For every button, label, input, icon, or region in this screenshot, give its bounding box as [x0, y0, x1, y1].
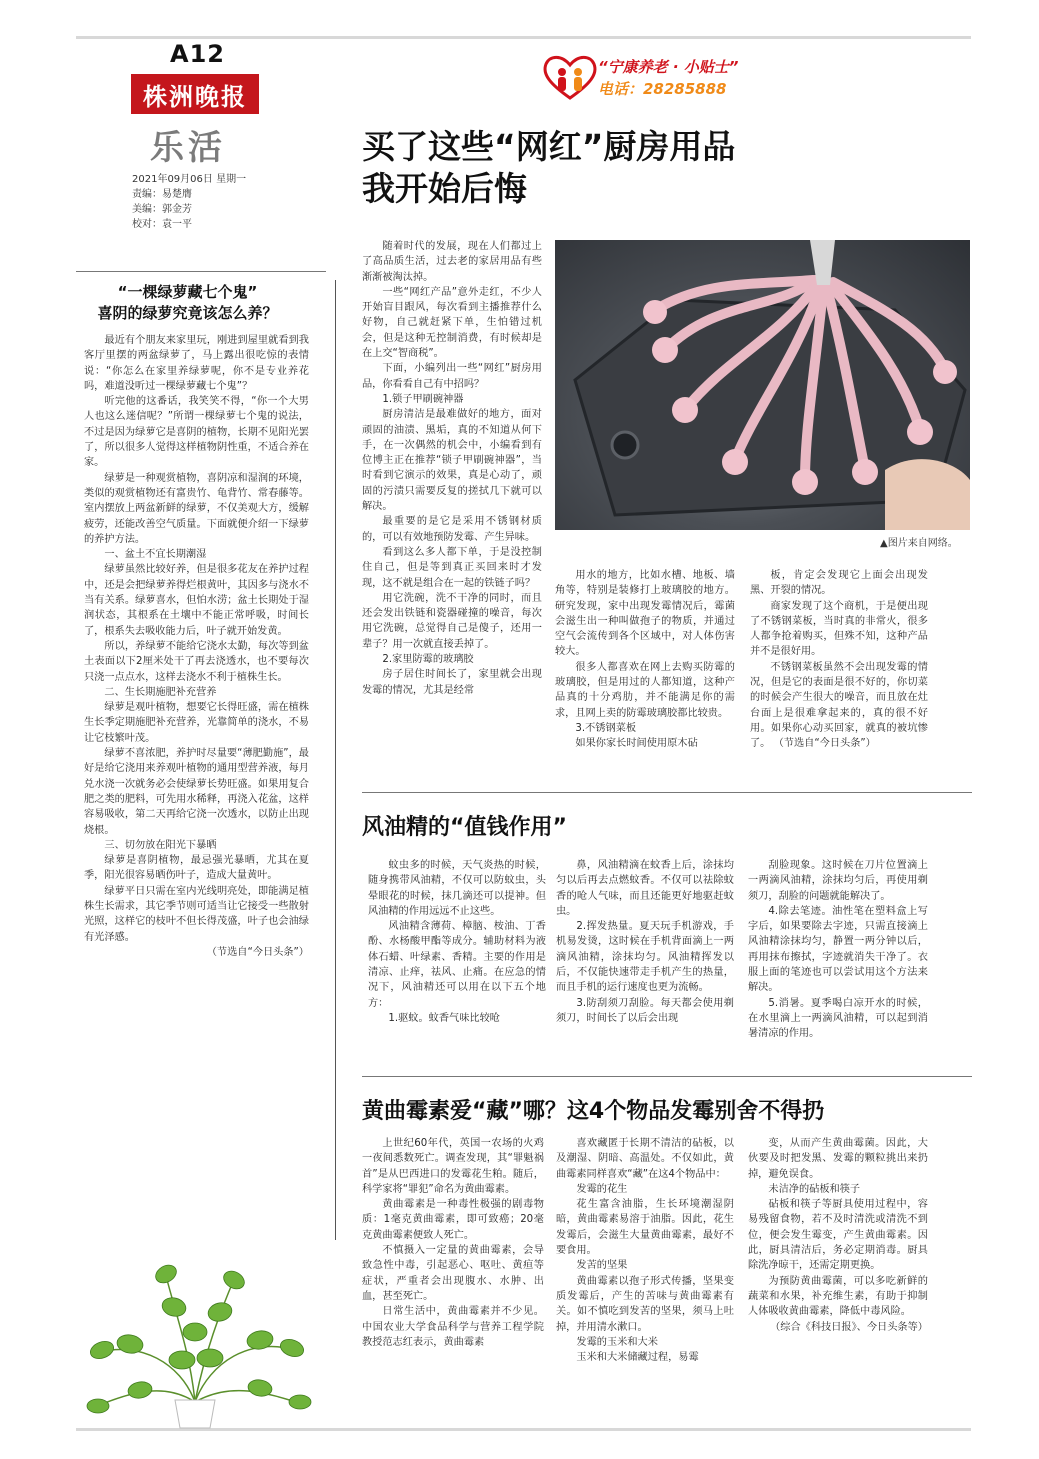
side-article-body: [84, 333, 309, 1213]
article3-top-rule: [362, 1076, 972, 1077]
article3-paragraph: 上世纪60年代，英国一农场的火鸡一夜间悉数死亡。调查发现，其“罪魁祸首”是从巴西进口的发霉花生粕。随后，科学家将“罪犯”命名为黄曲霉素。: [362, 1138, 544, 1195]
masthead-logo: 株洲晚报: [131, 74, 259, 114]
main-paragraph: 最重要的是它是采用不锈钢材质的，可以有效地预防发霉、产生异味。: [362, 516, 542, 543]
issue-meta: [132, 172, 246, 232]
article2-paragraph: 2.挥发热量。夏天玩手机游戏，手机易发烫，这时候在手机背面滴上一两滴风油精，涂抹均匀。风油精挥发以后，不仅能快速带走手机产生的热量，而且手机的运行速度也更为流畅。: [556, 921, 734, 994]
article3-paragraph: 发霉的玉米和大米: [576, 1336, 658, 1348]
page-number: A12: [170, 40, 225, 68]
badge-title: “宁康养老 · 小贴士”: [598, 58, 739, 76]
article2-col2: [556, 858, 734, 1058]
pothos-plant-image: [70, 1232, 320, 1432]
article3-col3: [748, 1136, 928, 1416]
article2-paragraph: 4.除去笔迹。油性笔在塑料盒上写字后，如果要除去字迹，只需直接滴上风油精涂抹均匀，静置一两分钟以后，再用抹布擦拭，字迹就消失干净了。衣服上面的笔迹也可以尝试用这个方法来解决。: [748, 905, 928, 994]
side-paragraph: 绿萝是观叶植物，想要它长得旺盛，需在植株生长季定期施肥补充营养，光靠简单的浇水，不易让它枝繁叶茂。: [84, 702, 309, 744]
article2-paragraph: 1.驱蚊。蚊香气味比较呛: [388, 1012, 500, 1024]
heart-people-icon: [540, 52, 600, 102]
issue-date: 2021年09月06日 星期一: [132, 174, 247, 185]
main-paragraph: 板，肯定会发现它上面会出现发黑、开裂的情况。: [750, 570, 928, 597]
side-paragraph: 三、切勿放在阳光下暴晒: [104, 839, 217, 851]
main-paragraph: 3.不锈钢菜板: [575, 722, 637, 734]
article2-paragraph: 鼻，风油精滴在蚊香上后，涂抹均匀以后再去点燃蚊香。不仅可以祛除蚊香的呛人气味，而且还能更好地驱赶蚊虫。: [556, 860, 734, 917]
main-article-col1: [362, 239, 542, 784]
article2-paragraph: 蚊虫多的时候，天气炎热的时候，随身携带风油精，不仅可以防蚊虫，头晕眼花的时候，抹几滴还可以提神。但风油精的作用远远不止这些。: [368, 860, 546, 917]
article3-col2: [556, 1136, 734, 1416]
elderly-care-badge: [540, 52, 770, 104]
kitchen-gadget-photo: [555, 240, 970, 530]
top-border: [76, 36, 971, 39]
side-paragraph: 听完他的这番话，我笑笑不得，“你一个大男人也这么迷信呢？”所谓一棵绿萝七个鬼的说法，不过是因为绿萝它是喜阴的植物，长期不见阳光罢了，所以很多人觉得这样植物阴性重，不适合养在家。: [84, 396, 309, 469]
article3-paragraph: 喜欢藏匿于长期不清洁的砧板，以及潮湿、阴暗、高温处。不仅如此，黄曲霉素同样喜欢“藏”在这4个物品中：: [556, 1138, 734, 1180]
editor-credit: 责编：易楚膺: [132, 189, 192, 200]
side-paragraph: 绿萝不喜浓肥，养护时尽量要“薄肥勤施”，最好是给它浇用来养观叶植物的通用型营养液，每月兑水浇一次就务必会使绿萝长势旺盛。如果用复合肥之类的肥料，可先用水稀释，再浇入花盆，这样容易吸收，第二天再给它浇一次透水，以防止出现烧根。: [84, 748, 309, 836]
article2-paragraph: 3.防刮须刀刮脸。每天都会使用剃须刀，时间长了以后会出现: [556, 997, 734, 1024]
badge-phone: 电话：28285888: [598, 80, 727, 98]
article3-paragraph: 黄曲霉素以孢子形式传播，坚果变质发霉后，产生的苦味与黄曲霉素有关。如不慎吃到发苦的坚果，须马上吐掉，并用清水漱口。: [556, 1275, 734, 1333]
main-paragraph: 房子居住时间长了，家里就会出现发霉的情况，尤其是经常: [362, 669, 542, 696]
article3-paragraph: 不慎摄入一定量的黄曲霉素，会导致急性中毒，引起恶心、呕吐、黄疸等症状，严重者会出现腹水、水肿、出血，甚至死亡。: [362, 1245, 544, 1302]
article3-paragraph: 日常生活中，黄曲霉素并不少见。中国农业大学食品科学与营养工程学院教授范志红表示，黄曲霉素: [362, 1306, 544, 1348]
side-paragraph: 绿萝虽然比较好养，但是很多花友在养护过程中，还是会把绿萝养得烂根黄叶，其因多与浇水不当有关系。绿萝喜水，但怕水涝；盆土长期处于湿润状态，其根系在土壤中不能正常呼吸，时间长了，根系失去吸收能力后，叶子就开始发黄。: [84, 564, 309, 637]
article2-paragraph: 5.消暑。夏季喝白凉开水的时候，在水里滴上一两滴风油精，可以起到消暑清凉的作用。: [748, 997, 928, 1040]
side-paragraph: 绿萝平日只需在室内光线明亮处，即能满足植株生长需求，其它季节则可适当让它接受一些散射光照，这样它的枝叶不但长得茂盛，叶子也会油绿有光泽感。: [84, 885, 309, 943]
proofreader-credit: 校对：袁一平: [132, 219, 192, 230]
side-paragraph: 所以，养绿萝不能给它浇水太勤，每次等到盆土表面以下2厘米处干了再去浇透水，也不要每次只浇一点点水，这样去浇水不利于植株生长。: [84, 640, 309, 683]
main-paragraph: 1.锁子甲刷碗神器: [382, 393, 464, 405]
side-paragraph: 绿萝是一种观赏植物，喜阴凉和湿润的环境，类似的观赏植物还有富贵竹、龟背竹、常春藤等。室内摆放上两盆新鲜的绿萝，不仅美观大方，缓解疲劳，还能改善空气质量。下面就便介绍一下绿萝的养护方法。: [84, 472, 309, 545]
article2-top-rule: [362, 792, 972, 793]
article3-headline: 黄曲霉素爱“藏”哪？这4个物品发霉别舍不得扔: [362, 1099, 825, 1124]
main-paragraph: 如果你家长时间使用原木砧: [575, 738, 698, 750]
section-title: 乐活: [150, 128, 226, 168]
main-paragraph: 用它洗碗，洗不干净的同时，而且还会发出铁链和瓷器碰撞的噪音，每次用它洗碗，总觉得自己是傻子，还用一辈子？用一次就直接丢掉了。: [362, 592, 542, 650]
main-paragraph: 商家发现了这个商机，于是便出现了不锈钢菜板，当时真的非常火，很多人都争抢着购买，但殊不知，这种产品并不是很好用。: [750, 600, 928, 658]
article3-col1: [362, 1136, 544, 1416]
main-paragraph: 随着时代的发展，现在人们都过上了高品质生活，过去老的家居用品有些渐渐被淘汰掉。: [362, 241, 542, 283]
designer-credit: 美编：郭金芳: [132, 204, 192, 215]
side-paragraph: 一、盆土不宜长期潮湿: [104, 549, 207, 561]
main-paragraph: 一些“网红产品”意外走红，不少人开始盲目跟风，每次看到主播推荐什么好物，自己就赶紧下单，生怕错过机会，但是这种无控制消费，有时候却是在上交“智商税”。: [362, 286, 542, 360]
article3-paragraph: （综合《科技日报》、今日头条等）: [770, 1321, 928, 1333]
article2-paragraph: 刮脸现象。这时候在刀片位置滴上一两滴风油精，涂抹均匀后，再使用剃须刀，刮脸的问题就能解决了。: [748, 860, 928, 902]
photo-caption: ▲图片来自网络。: [880, 538, 958, 549]
article3-paragraph: 未洁净的砧板和筷子: [768, 1183, 861, 1195]
article3-paragraph: 发霉的花生: [576, 1183, 628, 1195]
article2-col1: [368, 858, 546, 1058]
main-paragraph: 2.家里防霉的玻璃胶: [382, 654, 474, 666]
column-divider: [335, 280, 336, 1240]
article3-paragraph: 发苦的坚果: [576, 1260, 628, 1272]
article3-paragraph: 黄曲霉素是一种毒性极强的剧毒物质：1毫克黄曲霉素，即可致癌；20毫克黄曲霉素便致人死亡。: [362, 1199, 544, 1241]
side-paragraph: 绿萝是喜阴植物，最忌强光暴晒，尤其在夏季，阳光很容易晒伤叶子，造成大量黄叶。: [84, 855, 309, 882]
main-article-col2: [555, 568, 735, 783]
side-top-rule: [76, 271, 326, 272]
main-paragraph: 看到这么多人都下单，于是没控制住自己，但是等到真正买回来时才发现，这不就是组合在一起的铁链子吗？: [362, 546, 542, 589]
side-paragraph: 最近有个朋友来家里玩，刚进到屋里就看到我客厅里摆的两盆绿萝了，马上露出很吃惊的表情说：“你怎么在家里养绿萝呢，你不是专业养花吗，难道没听过一棵绿萝藏七个鬼”？: [84, 335, 309, 392]
article3-paragraph: 变，从而产生黄曲霉菌。因此，大伙要及时把发黑、发霉的颗粒挑出来扔掉，避免误食。: [748, 1138, 928, 1180]
main-paragraph: 不锈钢菜板虽然不会出现发霉的情况，但是它的表面是很不好的，你切菜的时候会产生很大的噪音，而且放在灶台面上是很难拿起来的，真的很不好用。如果你心动买回家，就真的被坑惨了。 （节选自“今日头条”）: [750, 661, 928, 750]
article3-paragraph: 玉米和大米储藏过程，易霉: [576, 1352, 699, 1364]
side-headline: “一棵绿萝藏七个鬼” 喜阴的绿萝究竟该怎么养？: [97, 283, 278, 322]
main-paragraph: 下面，小编列出一些“网红”厨房用品，你看看自己有中招吗？: [362, 363, 542, 390]
article2-col3: [748, 858, 928, 1058]
article2-headline: 风油精的“值钱作用”: [362, 815, 567, 840]
main-headline: 买了这些“网红”厨房用品 我开始后悔: [362, 127, 736, 208]
main-paragraph: 厨房清洁是最难做好的地方，面对顽固的油渍、黑垢，真的不知道从何下手，在一次偶然的机会中，小编看到有位博主正在推荐“锁子甲刷碗神器”，当时看到它演示的效果，真是心动了，顽固的污渍只需要反复的搓拭几下就可以解决。: [362, 409, 542, 513]
article2-paragraph: 风油精含薄荷、樟脑、桉油、丁香酚、水杨酸甲酯等成分。辅助材料为液体石蜡、叶绿素、香精。主要的作用是清凉、止痒，祛风、止痛。在应急的情况下，风油精还可以用在以下五个地方：: [368, 921, 546, 1009]
article3-paragraph: 为预防黄曲霉菌，可以多吃新鲜的蔬菜和水果，补充维生素，有助于抑制人体吸收黄曲霉素，降低中毒风险。: [748, 1275, 928, 1318]
main-paragraph: 用水的地方，比如水槽、地板、墙角等，特别是装修打上玻璃胶的地方。研究发现，家中出现发霉情况后，霉菌会滋生出一种叫做孢子的物质，并通过空气会流传到各个区域中，对人体伤害较大。: [555, 570, 735, 658]
side-paragraph: （节选自“今日头条”）: [206, 946, 309, 958]
article3-paragraph: 砧板和筷子等厨具使用过程中，容易残留食物，若不及时清洗或清洗不到位，便会发生霉变，产生黄曲霉素。因此，厨具清洁后，务必定期消毒。厨具除洗净晾干，还需定期更换。: [748, 1199, 928, 1272]
article3-paragraph: 花生富含油脂，生长环境潮湿阴暗，黄曲霉素易溶于油脂。因此，花生发霉后，会滋生大量黄曲霉素，最好不要食用。: [556, 1199, 734, 1257]
side-paragraph: 二、生长期施肥补充营养: [104, 686, 217, 698]
main-paragraph: 很多人都喜欢在网上去购买防霉的玻璃胶，但是用过的人都知道，这种产品真的十分鸡肋，并不能满足你的需求，且网上卖的防霉玻璃胶都比较贵。: [555, 661, 735, 719]
main-article-col3: [750, 568, 928, 783]
